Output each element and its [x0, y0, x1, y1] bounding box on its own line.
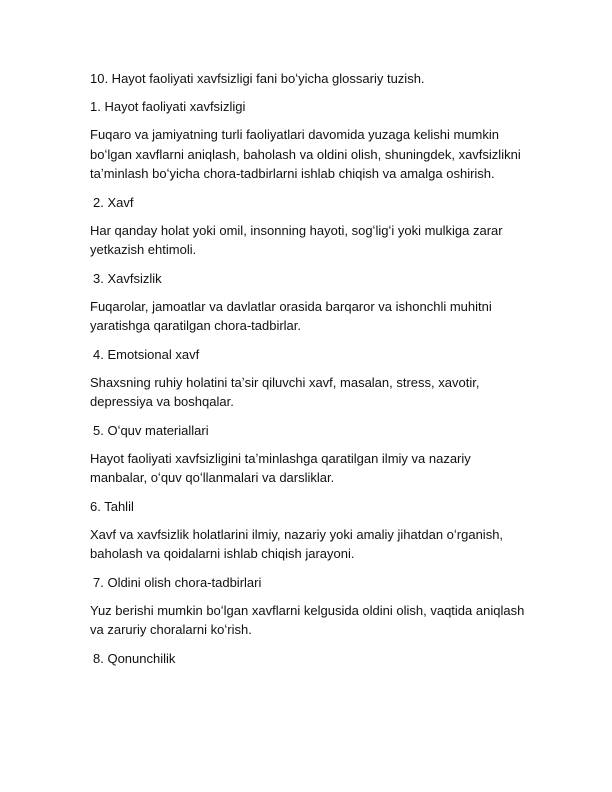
- glossary-term-2: 2. Xavf: [93, 194, 134, 210]
- glossary-definition-1: Fuqaro va jamiyatning turli faoliyatlari davomida yuzaga kelishi mumkin boʻlgan xavflarni aniqlash, baholash va oldini olish, shuningdek, xavfsizlikni taʼminlash boʻyicha chora-tadbirlarni ishlab chiqish va amalga oshirish.: [90, 127, 521, 181]
- glossary-term-3: 3. Xavfsizlik: [93, 270, 162, 286]
- glossary-definition-7: Yuz berishi mumkin boʻlgan xavflarni kelgusida oldini olish, vaqtida aniqlash va zaruriy choralarni koʻrish.: [90, 602, 525, 637]
- glossary-definition-2: Har qanday holat yoki omil, insonning hayoti, sogʻligʻi yoki mulkiga zarar yetkazish ehtimoli.: [90, 222, 503, 257]
- glossary-term-7: 7. Oldini olish chora-tadbirlari: [93, 574, 262, 590]
- document-title: 10. Hayot faoliyati xavfsizligi fani boʻyicha glossariy tuzish.: [90, 71, 425, 86]
- glossary-term-4: 4. Emotsional xavf: [93, 346, 200, 362]
- glossary-term-1: 1. Hayot faoliyati xavfsizligi: [90, 99, 246, 114]
- glossary-definition-6: Xavf va xavfsizlik holatlarini ilmiy, nazariy yoki amaliy jihatdan oʻrganish, baholash va qoidalarni ishlab chiqish jarayoni.: [90, 526, 504, 561]
- glossary-term-5: 5. Oʻquv materiallari: [93, 422, 209, 438]
- glossary-term-6: 6. Tahlil: [90, 498, 134, 514]
- glossary-definition-4: Shaxsning ruhiy holatini taʼsir qiluvchi xavf, masalan, stress, xavotir, depressiya va boshqalar.: [90, 374, 480, 409]
- glossary-definition-5: Hayot faoliyati xavfsizligini taʼminlashga qaratilgan ilmiy va nazariy manbalar, oʻquv qoʻllanmalari va darsliklar.: [90, 450, 471, 485]
- glossary-term-8: 8. Qonunchilik: [93, 650, 176, 666]
- glossary-definition-3: Fuqarolar, jamoatlar va davlatlar orasida barqaror va ishonchli muhitni yaratishga qaratilgan chora-tadbirlar.: [90, 298, 492, 333]
